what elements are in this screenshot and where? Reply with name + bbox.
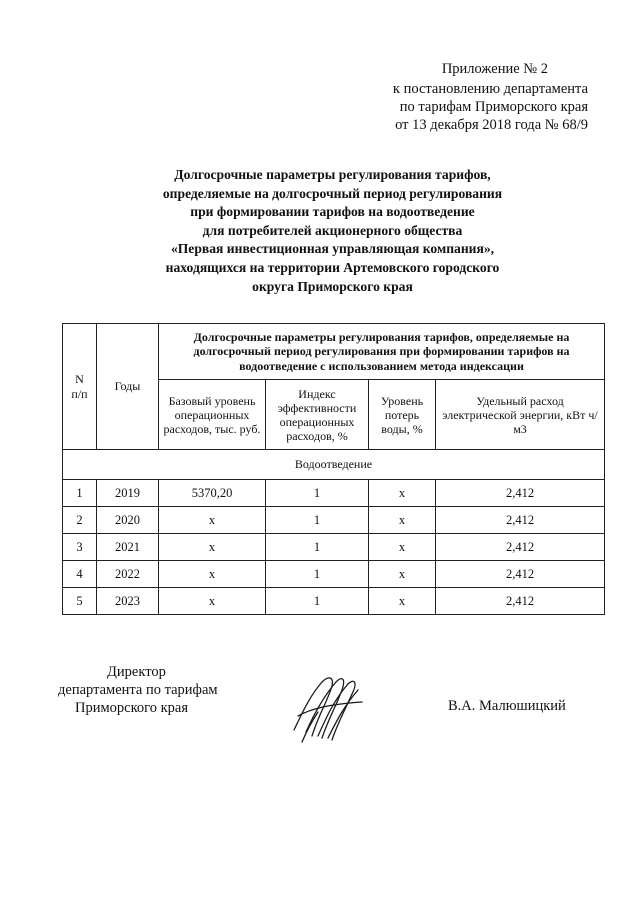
cell-year: 2019 (97, 480, 159, 507)
cell-energy-consumption: 2,412 (436, 588, 605, 615)
cell-losses-level: х (369, 588, 436, 615)
title-line: для потребителей акционерного общества (202, 222, 463, 238)
cell-year: 2020 (97, 507, 159, 534)
title-line: Долгосрочные параметры регулирования тарифов, (174, 167, 491, 182)
table-row (63, 534, 605, 561)
title-line: «Первая инвестиционная управляющая компания», (170, 241, 495, 257)
header-efficiency-index: Индекс эффективности операционных расходов, % (266, 380, 369, 450)
cell-efficiency-index: 1 (266, 534, 369, 561)
header-number-line: п/п (71, 386, 88, 401)
cell-base-level: х (159, 507, 266, 534)
header-years: Годы (97, 324, 159, 450)
cell-year: 2023 (97, 588, 159, 615)
cell-energy-consumption: 2,412 (436, 507, 605, 534)
cell-energy-consumption: 2,412 (436, 534, 605, 561)
cell-year: 2021 (97, 534, 159, 561)
title-line: определяемые на долгосрочный период регулирования (162, 185, 503, 201)
table-row (63, 480, 605, 507)
cell-losses-level: х (369, 480, 436, 507)
section-row: Водоотведение (63, 450, 605, 480)
annex-reference (300, 80, 588, 134)
cell-losses-level: х (369, 534, 436, 561)
cell-efficiency-index: 1 (266, 561, 369, 588)
header-losses-level: Уровень потерь воды, % (369, 380, 436, 450)
cell-efficiency-index: 1 (266, 507, 369, 534)
title-line: при формировании тарифов на водоотведение (190, 204, 475, 220)
cell-energy-consumption: 2,412 (436, 561, 605, 588)
handwritten-signature (288, 668, 368, 748)
cell-energy-consumption: 2,412 (436, 480, 605, 507)
document-title (100, 166, 565, 296)
cell-number: 3 (63, 534, 97, 561)
header-base-level: Базовый уровень операционных расходов, тыс. руб. (159, 380, 266, 450)
annex-line: к постановлению департамента (392, 81, 588, 97)
annex-line: по тарифам Приморского края (399, 99, 588, 115)
header-number (63, 324, 97, 450)
cell-number: 2 (63, 507, 97, 534)
header-parameters-group: Долгосрочные параметры регулирования тарифов, определяемые на долгосрочный период регулирования при формировании тарифов на водоотведение с использованием метода индексации (159, 324, 605, 380)
cell-year: 2022 (97, 561, 159, 588)
table-row (63, 588, 605, 615)
signatory-title: департамента по тарифам (58, 682, 218, 698)
header-number-line: N (75, 371, 84, 386)
table-row (63, 507, 605, 534)
signatory-name: В.А. Малюшицкий (448, 698, 566, 714)
cell-base-level: х (159, 588, 266, 615)
cell-base-level: 5370,20 (159, 480, 266, 507)
parameters-table (62, 323, 605, 615)
signatory-title: Директор (107, 664, 166, 680)
cell-losses-level: х (369, 507, 436, 534)
signatory-title: Приморского края (75, 700, 189, 716)
cell-number: 5 (63, 588, 97, 615)
cell-base-level: х (159, 534, 266, 561)
cell-base-level: х (159, 561, 266, 588)
table-row (63, 561, 605, 588)
annex-line: от 13 декабря 2018 года № 68/9 (395, 117, 588, 133)
cell-number: 1 (63, 480, 97, 507)
cell-efficiency-index: 1 (266, 480, 369, 507)
cell-number: 4 (63, 561, 97, 588)
cell-efficiency-index: 1 (266, 588, 369, 615)
title-line: округа Приморского края (252, 278, 413, 294)
title-line: находящихся на территории Артемовского городского (165, 259, 500, 275)
annex-title: Приложение № 2 (441, 61, 548, 77)
header-energy-consumption: Удельный расход электрической энергии, кВт ч/м3 (436, 380, 605, 450)
cell-losses-level: х (369, 561, 436, 588)
